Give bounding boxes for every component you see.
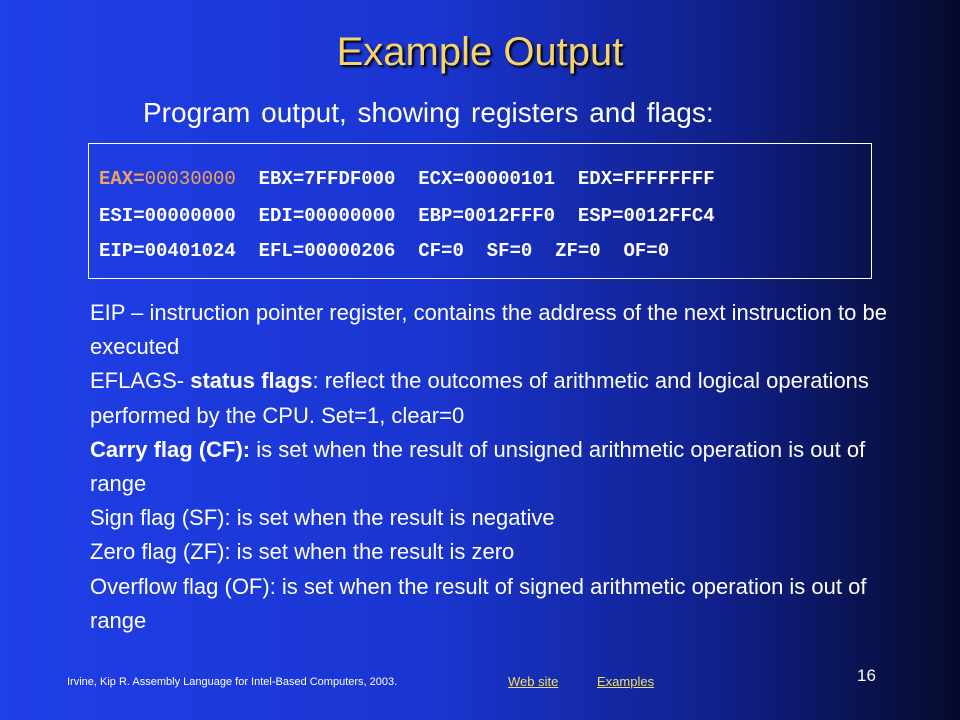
register-line-3: EIP=00401024 EFL=00000206 CF=0 SF=0 ZF=0 OF=0 — [99, 240, 670, 262]
footer-citation: Irvine, Kip R. Assembly Language for Intel-Based Computers, 2003. — [67, 676, 398, 688]
zero-flag-description: Zero flag (ZF): is set when the result is zero — [90, 539, 515, 565]
eflags-prefix: EFLAGS- — [90, 368, 191, 394]
eip-description: EIP – instruction pointer register, contains the address of the next instruction to be executed — [90, 300, 887, 360]
carry-flag-description — [90, 433, 920, 501]
slide-subtitle: Program output, showing registers and flags: — [143, 97, 714, 128]
eflags-description — [90, 364, 920, 432]
overflow-flag-description: Overflow flag (OF): is set when the result of signed arithmetic operation is out of range — [90, 573, 867, 633]
eax-value: 00030000 — [144, 168, 236, 190]
eflags-rest: : reflect the outcomes of arithmetic and logical operations performed by the CPU. Set=1, clear=0 — [90, 368, 869, 428]
slide-body — [90, 296, 920, 638]
slide-title: Example Output — [336, 30, 624, 74]
register-line-1 — [99, 168, 715, 190]
sign-flag-description: Sign flag (SF): is set when the result is negative — [90, 505, 555, 531]
carry-flag-term: Carry flag (CF): — [90, 436, 251, 462]
eax-label: EAX= — [99, 168, 145, 190]
eflags-bold-term: status flags — [190, 368, 313, 394]
examples-link[interactable]: Examples — [597, 674, 655, 689]
register-line-1-rest: EBX=7FFDF000 ECX=00000101 EDX=FFFFFFFF — [235, 168, 715, 190]
register-line-2: ESI=00000000 EDI=00000000 EBP=0012FFF0 ESP=0012FFC4 — [99, 205, 715, 227]
register-output-box — [88, 143, 872, 279]
carry-flag-rest: is set when the result of unsigned arithmetic operation is out of range — [90, 436, 866, 497]
page-number: 16 — [857, 666, 876, 685]
web-site-link[interactable]: Web site — [508, 674, 559, 689]
